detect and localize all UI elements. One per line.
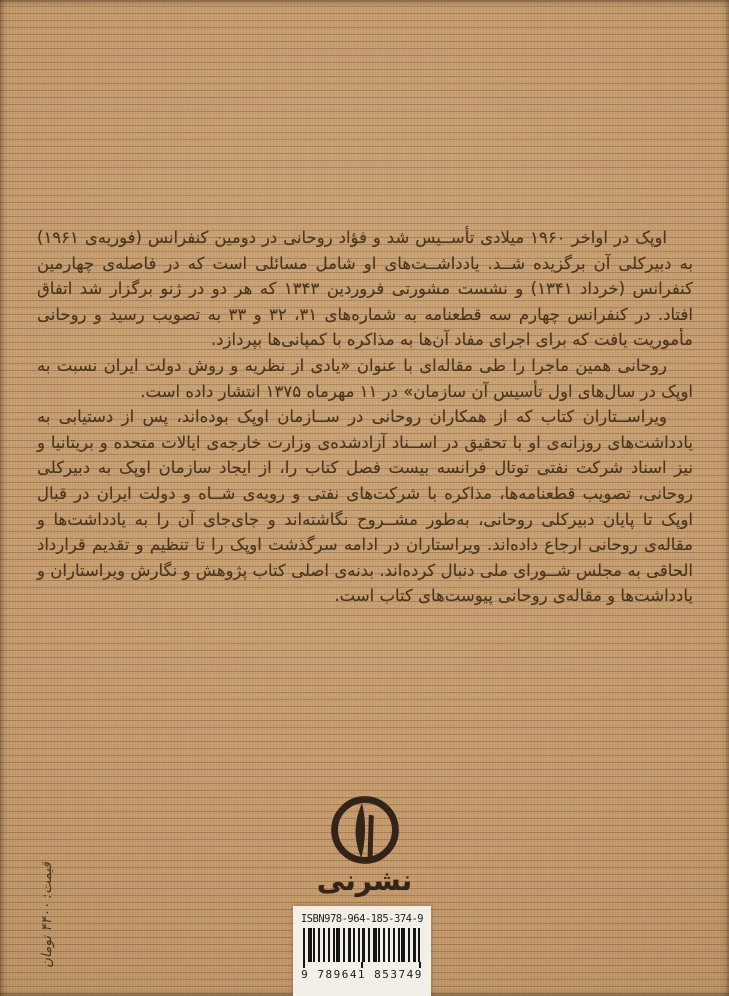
- isbn-text: ISBN978-964-185-374-9: [300, 913, 424, 925]
- barcode-bars: [303, 928, 421, 962]
- synopsis-paragraph: روحانی همین ماجرا را طی مقاله‌ای با عنوان «یادی از نظریه و روش دولت ایران نسبت به اوپک در سال‌های اول تأسیس آن سازمان» در ۱۱ مهرماه ۱۳۷۵ انتشار داده است.: [37, 355, 693, 401]
- publisher-block: [0, 792, 729, 897]
- barcode-number: 9 789641 853749: [301, 968, 423, 981]
- synopsis-paragraph: ویراســتاران کتاب که از همکاران روحانی در ســازمان اوپک بوده‌اند، پس از دستیابی به یادداشت‌های روزانه‌ی او با تحقیق در اســناد آزادشده‌ی وزارت خارجه‌ی ایالات متحده و بریتانیا و نیز اسناد شرکت نفتی توتال فرانسه بیست فصل کتاب را، از ایجاد سازمان اوپک به دبیرکلی روحانی، تصویب قطعنامه‌ها، مذاکره با شرکت‌های نفتی و رویه‌ی شــاه و دولت ایران در قبال اوپک تا پایان دبیرکلی روحانی، به‌طور مشــروح نگاشته‌اند و جای‌جای آن را به یادداشت‌ها و مقاله‌ی روحانی ارجاع داده‌اند. ویراستاران در ادامه سرگذشت اوپک را تا تنظیم و تقدیم قرارداد الحاقی به مجلس شــورای ملی دنبال کرده‌اند. بدنه‌ی اصلی کتاب پژوهش و نگارش ویراستاران و یادداشت‌ها و مقاله‌ی روحانی پیوست‌های کتاب است.: [37, 407, 693, 606]
- synopsis-text-block: [37, 225, 693, 609]
- barcode-guard-bar: [419, 962, 421, 968]
- publisher-wordmark: نشرنی: [316, 864, 413, 897]
- barcode-guard-bar: [303, 962, 305, 968]
- synopsis-paragraph: اوپک در اواخر ۱۹۶۰ میلادی تأســیس شد و فؤاد روحانی در دومین کنفرانس (فوریه‌ی ۱۹۶۱) به دبیرکلی آن برگزیده شــد. یادداشــت‌های او شامل مسائلی است که در فاصله‌ی چهارمین کنفرانس (خرداد ۱۳۴۱) و نشست مشورتی فروردین ۱۳۴۳ که هر دو در ژنو برگزار شد اتفاق افتاد. در کنفرانس چهارم سه قطعنامه به شماره‌های ۳۱، ۳۲ و ۳۳ به تصویب رسید و روحانی مأموریت یافت که برای اجرای مفاد آن‌ها به مذاکره با کمپانی‌ها بپردازد.: [37, 228, 694, 350]
- ney-reed-logo-icon: [327, 792, 403, 868]
- handwritten-price-note: قیمت: ۴۴۰۰ تومان: [39, 862, 55, 968]
- barcode-label: [293, 906, 431, 996]
- barcode-guard-bar: [361, 962, 363, 968]
